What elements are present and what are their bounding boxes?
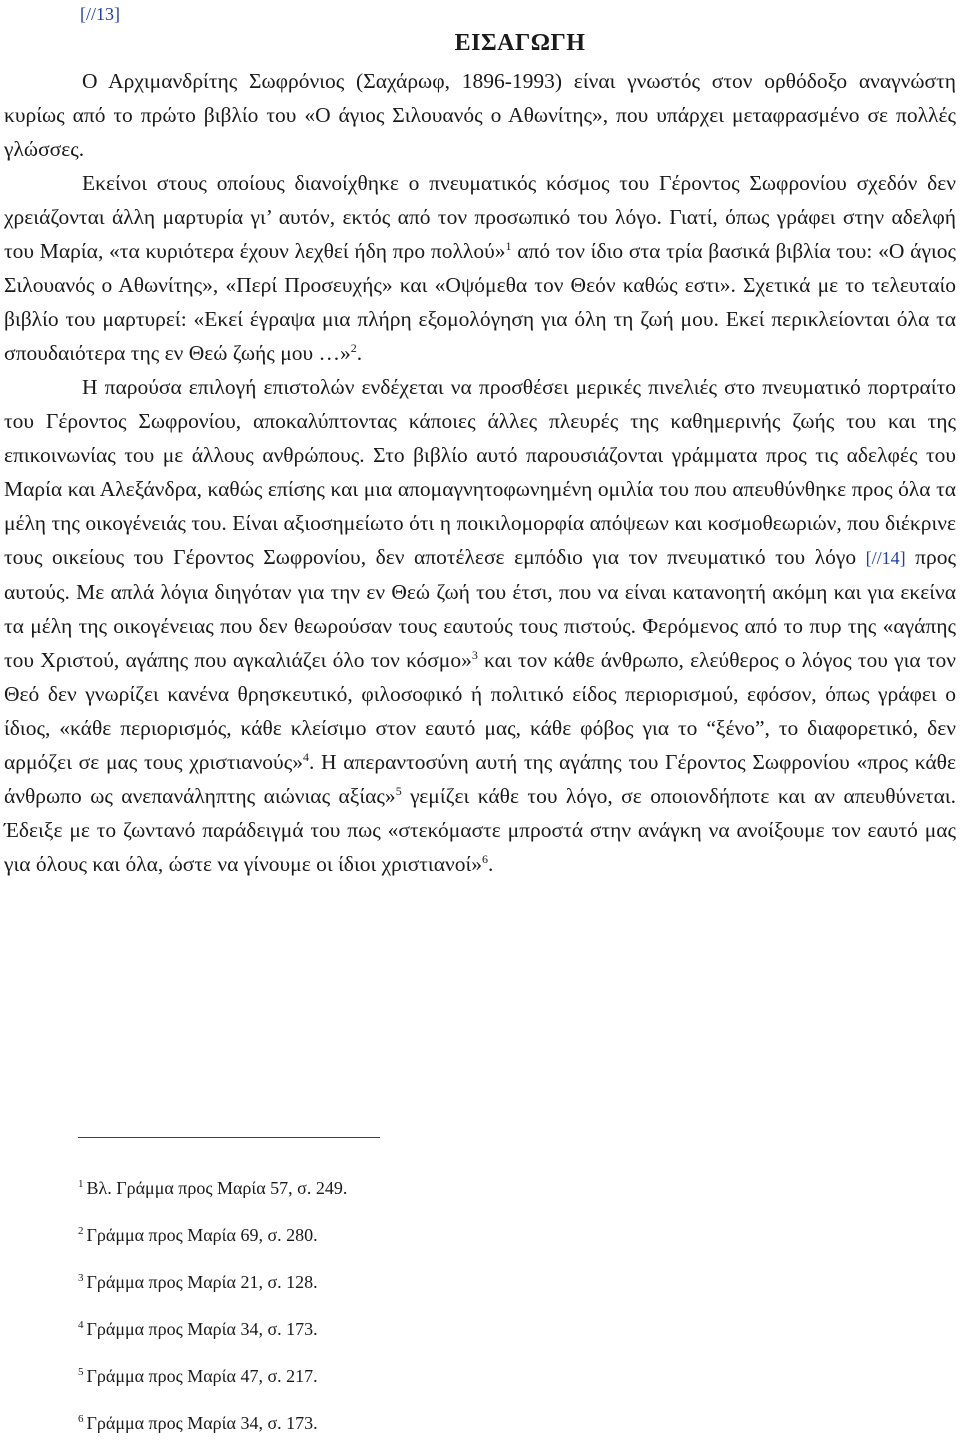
paragraph-3-text-a: Η παρούσα επιλογή επιστολών ενδέχεται να προσθέσει μερικές πινελιές στο πνευματικό πορτραίτο του Γέροντος Σωφρονίου, αποκαλύπτοντας κάποιες άλλες πλευρές της καθημερινής ζωής του και της επικοινωνίας του με άλλους ανθρώπους. Στο βιβλίο αυτό παρουσιάζονται γράμματα προς τις αδελφές του Μαρία και Αλεξάνδρα, καθώς επίσης και μια απομαγνητοφωνημένη ομιλία του που απευθύνθηκε προς όλα τα μέλη της οικογένειάς του. Είναι αξιοσημείωτο ότι η ποικιλομορφία απόψεων και κοσμοθεωριών, που διέκρινε τους οικείους του Γέροντος Σωφρονίου, δεν αποτέλεσε εμπόδιο για τον πνευματικό του λόγο — [4, 375, 956, 569]
footnote — [78, 1313, 347, 1337]
footnotes — [78, 1172, 347, 1454]
paragraph-1 — [4, 64, 956, 166]
footnote — [78, 1219, 347, 1243]
main-text — [4, 64, 956, 881]
footnote-text: Γράμμα προς Μαρία 47, σ. 217. — [86, 1366, 318, 1386]
paragraph-3-text-b: προς αυτούς. Με απλά λόγια διηγόταν για την εν Θεώ ζωή του έτσι, που να είναι κατανοητή ακόμη και για εκείνα τα μέλη της οικογένειας που δεν θεωρούσαν τους εαυτούς τους πιστούς. Φερόμενος από το πυρ της «αγάπης του Χριστού, αγάπης που αγκαλιάζει όλο τον κόσμο» — [4, 545, 956, 672]
paragraph-2-text-a: Εκείνοι στους οποίους διανοίχθηκε ο πνευματικός κόσμος του Γέροντος Σωφρονίου σχεδόν δεν χρειάζονται άλλη μαρτυρία γι’ αυτόν, εκτός από τον προσωπικό του λόγο. Γιατί, όπως γράφει στην αδελφή του Μαρία, «τα κυριότερα έχουν λεχθεί ήδη προ πολλού» — [4, 171, 956, 263]
footnote-ref-5[interactable]: 5 — [395, 783, 402, 798]
footnote-ref-4[interactable]: 4 — [302, 749, 309, 764]
paragraph-2-text-b: από τον ίδιο στα τρία βασικά βιβλία του: «Ο άγιος Σιλουανός ο Αθωνίτης», «Περί Προσευχής» και «Οψόμεθα τον Θεόν καθώς εστι». Σχετικά με το τελευταίο βιβλίο του μαρτυρεί: «Εκεί έγραψα μια πλήρη εξομολόγηση για όλη τη ζωή μου. Εκεί περικλείονται όλα τα σπουδαιότερα της εν Θεώ ζωής μου …» — [4, 239, 956, 365]
paragraph-2-text-c: . — [356, 341, 363, 365]
paragraph-2 — [4, 166, 956, 370]
page-ref-14[interactable]: [//14] — [865, 548, 906, 568]
footnote-text: Βλ. Γράμμα προς Μαρία 57, σ. 249. — [86, 1178, 348, 1198]
page-ref-13[interactable]: [//13] — [80, 4, 120, 24]
footnote-text: Γράμμα προς Μαρία 21, σ. 128. — [86, 1272, 318, 1292]
footnote-number: 2 — [78, 1225, 84, 1237]
footnote — [78, 1172, 347, 1196]
footnote-number: 4 — [78, 1319, 84, 1331]
footnote — [78, 1266, 347, 1290]
paragraph-3-text-d: . Η απεραντοσύνη αυτή της αγάπης του Γέροντος Σωφρονίου «προς κάθε άνθρωπο ως ανεπανάληπτης αιώνιας αξίας» — [4, 750, 956, 808]
footnote-ref-2[interactable]: 2 — [350, 340, 357, 355]
footnote-ref-1[interactable]: 1 — [505, 238, 512, 253]
footnote-ref-3[interactable]: 3 — [471, 647, 478, 662]
paragraph-3 — [4, 370, 956, 881]
paragraph-3-text-e: γεμίζει κάθε του λόγο, σε οποιονδήποτε και αν απευθύνεται. Έδειξε με το ζωντανό παράδειγμά του πως «στεκόμαστε μπροστά στην ανάγκη να ανοίξουμε τον εαυτό μας για όλους και όλα, ώστε να γίνουμε οι ίδιοι χριστιανοί» — [4, 784, 956, 876]
footnote-number: 6 — [78, 1413, 84, 1425]
footnote-text: Γράμμα προς Μαρία 34, σ. 173. — [86, 1413, 318, 1433]
section-title: ΕΙΣΑΓΩΓΗ — [454, 30, 586, 56]
footnote-text: Γράμμα προς Μαρία 69, σ. 280. — [86, 1225, 318, 1245]
footnote — [78, 1360, 347, 1384]
footnote-number: 3 — [78, 1272, 84, 1284]
footnote-text: Γράμμα προς Μαρία 34, σ. 173. — [86, 1319, 318, 1339]
footnote-number: 5 — [78, 1366, 84, 1378]
footnote — [78, 1407, 347, 1431]
footnote-ref-6[interactable]: 6 — [481, 851, 488, 866]
paragraph-3-text-f: . — [487, 852, 494, 876]
footnote-number: 1 — [78, 1178, 84, 1190]
footnote-separator — [78, 1137, 380, 1138]
paragraph-3-text-c: και τον κάθε άνθρωπο, ελεύθερος ο λόγος του για τον Θεό δεν γνωρίζει κανένα θρησκευτικό, φιλοσοφικό ή πολιτικό είδος περιορισμού, εφόσον, όπως γράφει ο ίδιος, «κάθε περιορισμός, κάθε κλείσιμο στον εαυτό μας, κάθε φόβος για το “ξένο”, το διαφορετικό, δεν αρμόζει σε μας τους χριστιανούς» — [4, 648, 956, 774]
paragraph-1-text: Ο Αρχιμανδρίτης Σωφρόνιος (Σαχάρωφ, 1896-1993) είναι γνωστός στον ορθόδοξο αναγνώστη κυρίως από το πρώτο βιβλίο του «Ο άγιος Σιλουανός ο Αθωνίτης», που υπάρχει μεταφρασμένο σε πολλές γλώσσες. — [4, 69, 956, 161]
